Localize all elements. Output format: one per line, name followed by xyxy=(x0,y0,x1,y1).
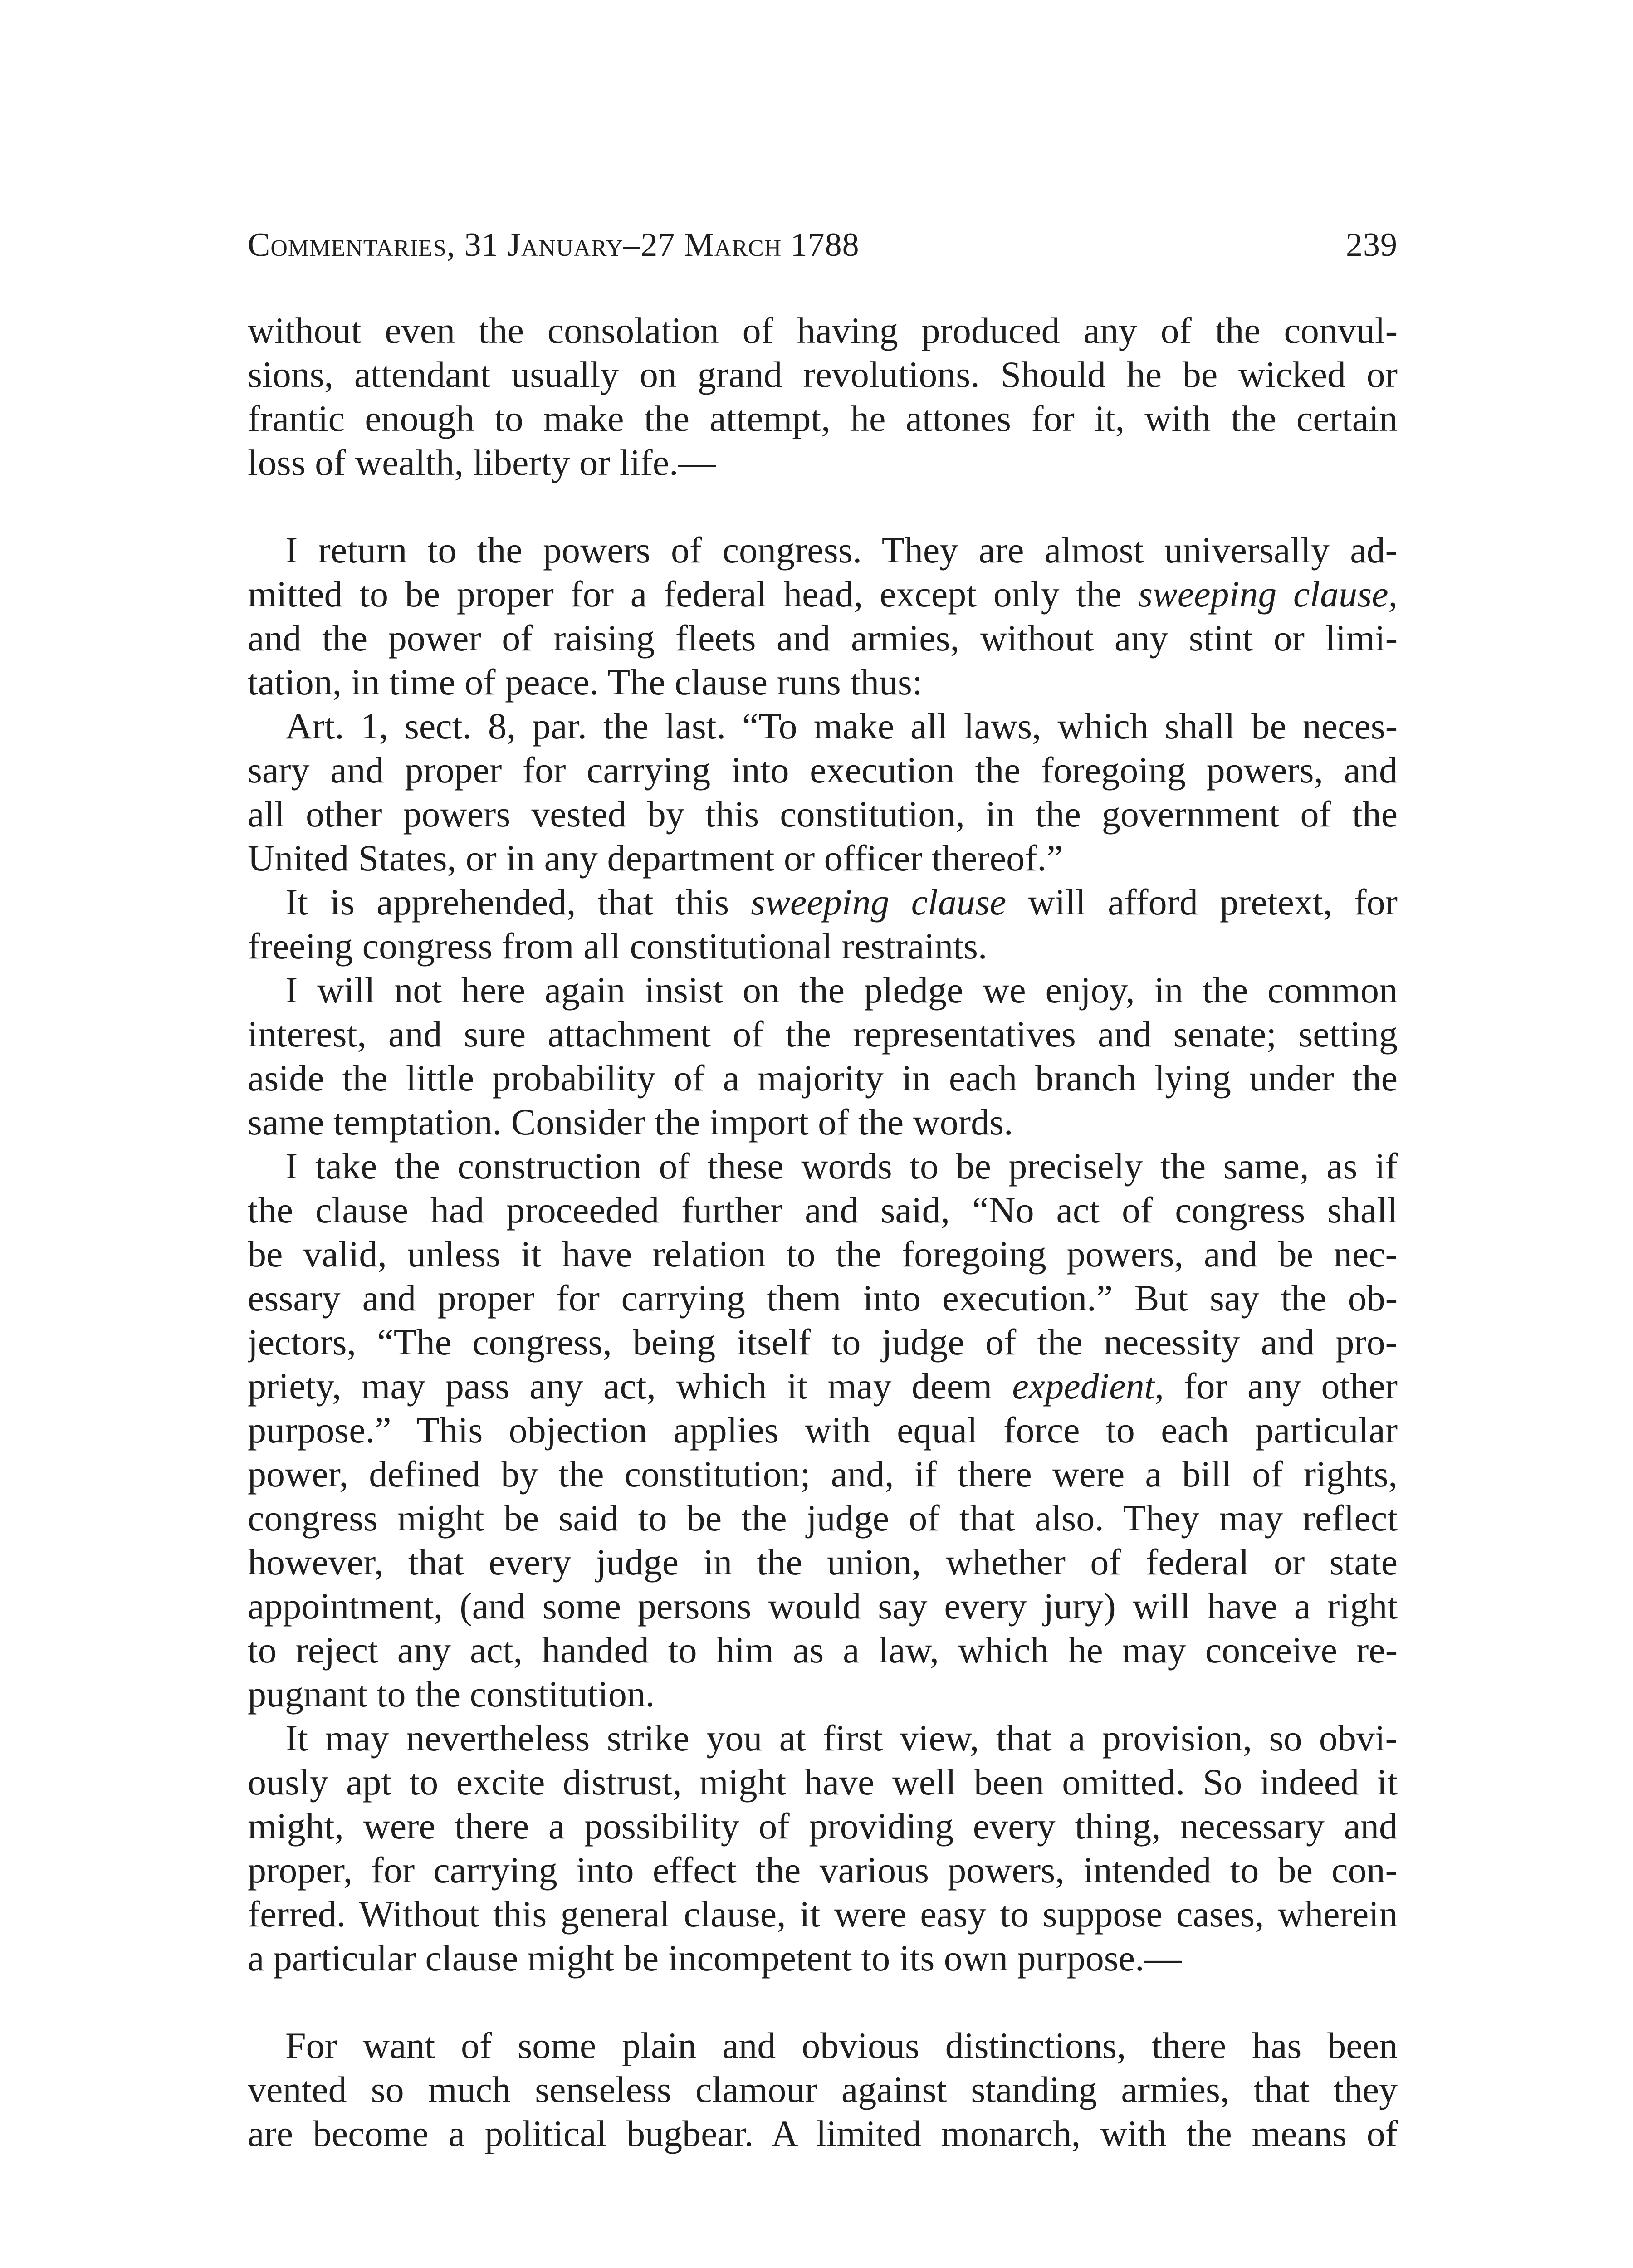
section-break xyxy=(248,484,1398,528)
text-line: the clause had proceeded further and said, “No act of congress shall xyxy=(248,1189,1398,1231)
text-line: frantic enough to make the attempt, he attones for it, with the certain xyxy=(248,398,1398,439)
text-line: a particular clause might be incompetent to its own purpose.— xyxy=(248,1937,1182,1979)
text-line: I will not here again insist on the pledge we enjoy, in the common xyxy=(285,969,1398,1011)
text-line: be valid, unless it have relation to the foregoing powers, and be nec- xyxy=(248,1233,1398,1275)
text-line: interest, and sure attachment of the representatives and senate; setting xyxy=(248,1013,1398,1055)
text-line: freeing congress from all constitutional restraints. xyxy=(248,925,988,967)
text-line: and the power of raising fleets and armies, without any stint or limi- xyxy=(248,617,1398,659)
text-line: It may nevertheless strike you at first view, that a provision, so obvi- xyxy=(285,1717,1398,1759)
text-line: however, that every judge in the union, whether of federal or state xyxy=(248,1541,1398,1583)
text-line xyxy=(248,880,1398,924)
text-line: United States, or in any department or officer thereof.” xyxy=(248,837,1063,879)
text-line: jectors, “The congress, being itself to judge of the necessity and pro- xyxy=(248,1321,1398,1363)
text-run: It is apprehended, that this xyxy=(285,881,751,923)
text-run: mitted to be proper for a federal head, except only the xyxy=(248,573,1139,615)
text-line: essary and proper for carrying them into execution.” But say the ob- xyxy=(248,1277,1398,1319)
emphasis: sweeping clause xyxy=(751,881,1007,923)
text-line: ously apt to excite distrust, might have well been omitted. So indeed it xyxy=(248,1761,1398,1803)
text-line: are become a political bugbear. A limited monarch, with the means of xyxy=(248,2113,1398,2154)
text-line xyxy=(248,1364,1398,1408)
paragraph xyxy=(248,704,1398,880)
paragraph xyxy=(248,1716,1398,1980)
text-line: vented so much senseless clamour against standing armies, that they xyxy=(248,2069,1398,2110)
running-head xyxy=(248,218,1398,272)
text-run: priety, may pass any act, which it may deem xyxy=(248,1365,1012,1407)
text-line: purpose.” This objection applies with equal force to each particular xyxy=(248,1409,1398,1451)
text-line: all other powers vested by this constitution, in the government of the xyxy=(248,793,1398,835)
text-line: ferred. Without this general clause, it were easy to suppose cases, wherein xyxy=(248,1893,1398,1935)
text-line: I return to the powers of congress. They are almost universally ad- xyxy=(285,529,1398,571)
text-line: Art. 1, sect. 8, par. the last. “To make all laws, which shall be neces- xyxy=(285,705,1398,747)
text-line: congress might be said to be the judge of that also. They may reflect xyxy=(248,1497,1398,1539)
text-line: aside the little probability of a majority in each branch lying under the xyxy=(248,1057,1398,1099)
emphasis: expedient, xyxy=(1012,1365,1164,1407)
text-line: might, were there a possibility of providing every thing, necessary and xyxy=(248,1805,1398,1847)
paragraph xyxy=(248,880,1398,968)
text-line: to reject any act, handed to him as a law, which he may conceive re- xyxy=(248,1629,1398,1671)
text-line: appointment, (and some persons would say every jury) will have a right xyxy=(248,1585,1398,1627)
paragraph xyxy=(248,528,1398,704)
section-break xyxy=(248,1980,1398,2024)
text-run: will afford pretext, for xyxy=(1006,881,1398,923)
running-head-title: Commentaries, 31 January–27 March 1788 xyxy=(248,226,860,264)
text-line: pugnant to the constitution. xyxy=(248,1673,655,1715)
text-line: For want of some plain and obvious distinctions, there has been xyxy=(285,2025,1398,2066)
text-line: same temptation. Consider the import of the words. xyxy=(248,1101,1013,1143)
text-line: without even the consolation of having produced any of the convul- xyxy=(248,310,1398,351)
text-line: tation, in time of peace. The clause runs thus: xyxy=(248,661,923,703)
body-text xyxy=(248,308,1398,2156)
paragraph xyxy=(248,1144,1398,1716)
text-line: sary and proper for carrying into execution the foregoing powers, and xyxy=(248,749,1398,791)
text-line xyxy=(248,572,1398,616)
paragraph xyxy=(248,2024,1398,2156)
paragraph xyxy=(248,308,1398,484)
text-line: loss of wealth, liberty or life.— xyxy=(248,442,716,483)
paragraph xyxy=(248,968,1398,1144)
text-line: I take the construction of these words to be precisely the same, as if xyxy=(285,1145,1398,1187)
page-number: 239 xyxy=(1346,226,1398,264)
text-line: sions, attendant usually on grand revolutions. Should he be wicked or xyxy=(248,354,1398,395)
text-line: proper, for carrying into effect the various powers, intended to be con- xyxy=(248,1849,1398,1891)
emphasis: sweeping clause, xyxy=(1138,573,1398,615)
text-line: power, defined by the constitution; and, if there were a bill of rights, xyxy=(248,1453,1398,1495)
text-run: for any other xyxy=(1164,1365,1398,1407)
